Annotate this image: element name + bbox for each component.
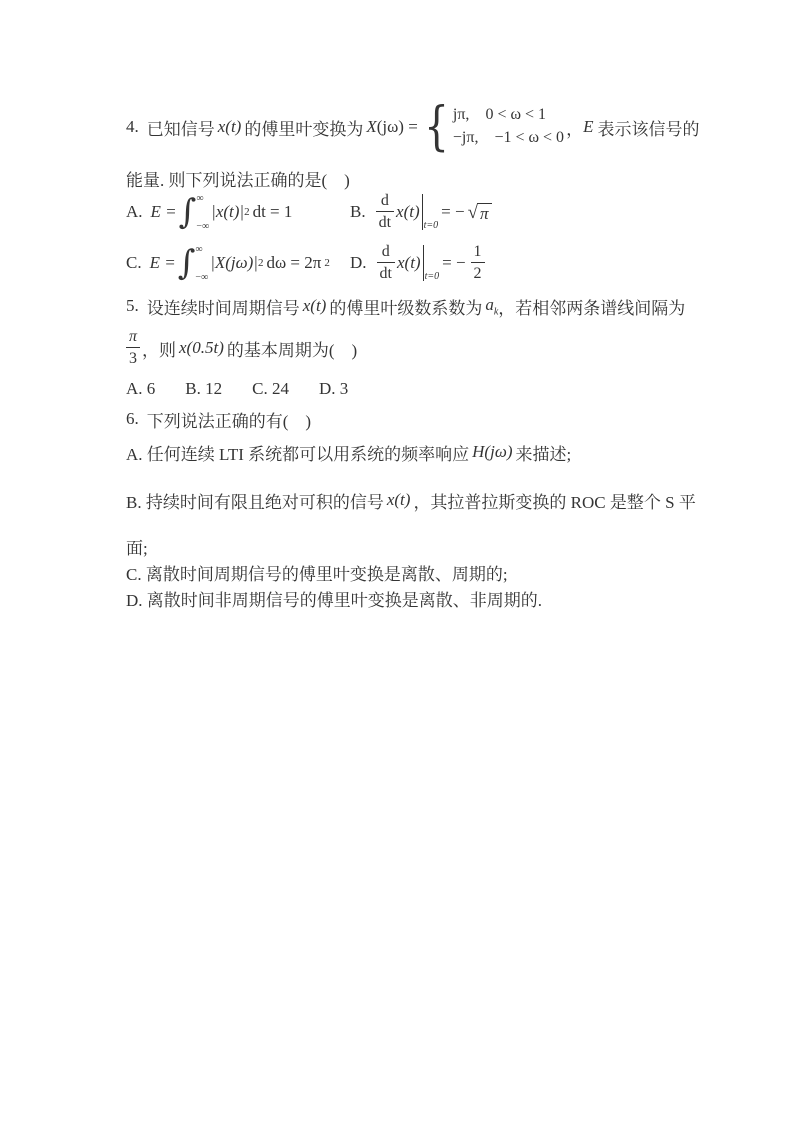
q6b-wrap-text: 面; [126, 539, 148, 558]
evaluation-bar [423, 245, 440, 281]
integral-symbol [179, 192, 210, 232]
q5-option-b: B. 12 [185, 379, 223, 398]
vertical-bar [422, 194, 423, 230]
optB-body: x(t) [396, 202, 420, 221]
q6d-text: D. 离散时间非周期信号的傅里叶变换是离散、非周期的. [126, 591, 543, 610]
q4-comma: ， [566, 119, 584, 139]
integral-upper: ∞ [195, 244, 203, 255]
integral-glyph: ∫ [177, 242, 196, 283]
q5-x05t-math: x(0.5t) [179, 338, 224, 357]
option-c [126, 243, 350, 283]
case1-condition: 0 < ω < 1 [485, 106, 547, 124]
integral-lower: −∞ [196, 221, 210, 232]
optA-exponent: 2 [244, 206, 250, 218]
q5-ak-math [485, 295, 498, 317]
q5-stem-mid: 的傅里叶级数系数为 [329, 298, 483, 318]
integral-limits [196, 192, 209, 232]
q4-xt-math: x(t) [217, 117, 242, 136]
q6b-xt-math: x(t) [386, 490, 411, 509]
vertical-bar [423, 245, 424, 281]
eval-subscript: t=0 [424, 271, 440, 282]
q5-line2-pre: ，则 [142, 340, 177, 360]
q5-line2-post: 的基本周期为( ) [226, 340, 358, 360]
question-6-option-a [126, 438, 706, 466]
q5-stem-post: ，若相邻两条谱线间隔为 [498, 298, 686, 318]
question-4-number: 4. [126, 117, 139, 136]
option-a-label: A. [126, 202, 143, 221]
frac-denominator: dt [377, 262, 395, 283]
question-6-option-b [126, 486, 706, 514]
integral-upper: ∞ [196, 193, 204, 204]
integral-limits [195, 243, 208, 283]
question-6-number: 6. [126, 409, 139, 428]
frac-denominator: 2 [471, 262, 485, 283]
optD-equals: = − [442, 253, 466, 272]
question-5-stem-line2 [126, 326, 706, 370]
optD-body: x(t) [396, 253, 421, 272]
q4-X-arg: (jω) = [376, 117, 418, 136]
q4-stem-mid: 的傅里叶变换为 [244, 119, 364, 139]
option-b [350, 192, 492, 231]
integral-lower: −∞ [195, 272, 209, 283]
left-brace: { [423, 96, 449, 157]
question-4-options-row-1 [126, 188, 706, 236]
q6b-pre: B. 持续时间有限且绝对可积的信号 [126, 492, 384, 512]
optC-tail: dω = 2π [266, 253, 322, 272]
option-d-label: D. [350, 253, 367, 272]
optC-exponent: 2 [257, 257, 264, 269]
case2-value: −jπ, [452, 129, 479, 147]
ddt-fraction [376, 192, 394, 231]
cases-rows [453, 106, 564, 147]
optA-lhs: E = [150, 202, 177, 221]
q6a-post: 来描述; [515, 444, 572, 464]
q6a-Hjw-math: H(jω) [472, 442, 513, 461]
case1-value: jπ, [452, 106, 470, 124]
option-a [126, 192, 350, 232]
evaluation-bar [422, 194, 439, 230]
q5-option-d: D. 3 [318, 379, 349, 398]
q5-xt-math: x(t) [302, 296, 327, 315]
frac-denominator: 3 [126, 347, 140, 368]
question-6-option-c [126, 560, 706, 585]
frac-numerator: 1 [473, 243, 482, 261]
case2-condition: −1 < ω < 0 [494, 129, 565, 147]
q5-option-c: C. 24 [252, 379, 289, 398]
optC-lhs: E = [149, 253, 176, 272]
frac-numerator: d [380, 192, 389, 210]
option-d [350, 243, 487, 282]
q6-stem-text: 下列说法正确的有( ) [146, 411, 312, 431]
ak-base: a [485, 294, 494, 314]
q5-option-a: A. 6 [126, 379, 156, 398]
eval-subscript: t=0 [423, 220, 439, 231]
option-b-label: B. [350, 202, 366, 221]
radical-glyph: √ [467, 201, 479, 223]
optC-body: |X(jω)| [210, 253, 258, 272]
q4-stem-pre: 已知信号 [146, 119, 215, 139]
q4-E-math: E [583, 117, 594, 136]
question-5-number: 5. [126, 296, 139, 315]
optA-tail: dt = 1 [252, 202, 293, 221]
integral-symbol [178, 243, 209, 283]
integral-glyph: ∫ [178, 191, 197, 232]
case-row-2 [453, 129, 564, 147]
question-6-option-d [126, 586, 706, 611]
q5-stem-pre: 设连续时间周期信号 [146, 298, 300, 318]
q4-stem-post: 表示该信号的 [597, 119, 700, 139]
ak-subscript: k [493, 306, 499, 318]
question-5-stem [126, 292, 706, 320]
optA-body: |x(t)| [211, 202, 245, 221]
sqrt-expression [468, 203, 492, 222]
option-c-label: C. [126, 253, 142, 272]
q6c-text: C. 离散时间周期信号的傅里叶变换是离散、周期的; [126, 565, 508, 584]
q6a-pre: A. 任何连续 LTI 系统都可以用系统的频率响应 [126, 444, 470, 464]
question-6-stem [126, 406, 706, 432]
q4-X-math: X [366, 117, 377, 136]
question-6-option-b-wrap [126, 534, 706, 559]
frac-numerator: d [381, 243, 390, 261]
ddt-fraction [377, 243, 395, 282]
frac-denominator: dt [376, 211, 394, 232]
optC-tail-exponent: 2 [324, 257, 330, 269]
question-4-stem [126, 94, 706, 160]
q6b-post: ，其拉普拉斯变换的 ROC 是整个 S 平 [413, 492, 696, 512]
frac-numerator: π [129, 328, 138, 346]
piecewise-cases [420, 96, 565, 157]
case-row-1 [453, 106, 564, 124]
q4-line2-text: 能量. 则下列说法正确的是( ) [126, 171, 350, 190]
question-5-options [126, 379, 706, 399]
optB-equals: = − [441, 202, 465, 221]
sqrt-argument: π [477, 203, 492, 222]
pi-over-3-fraction [126, 328, 140, 367]
question-4-options-row-2 [126, 236, 706, 290]
half-fraction [471, 243, 485, 282]
